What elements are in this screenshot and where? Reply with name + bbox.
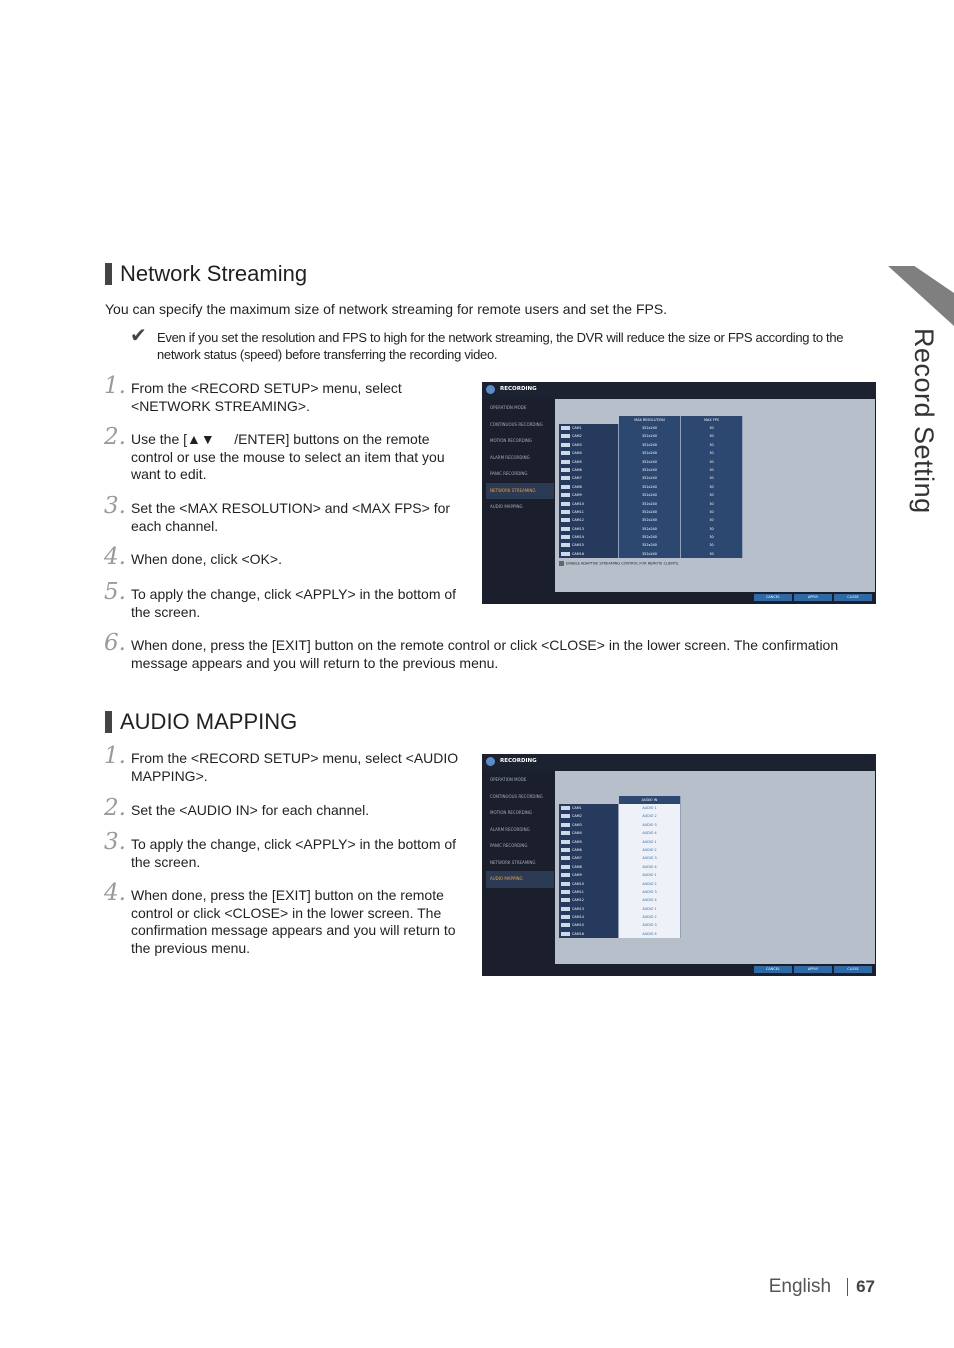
camera-label: CAM10: [559, 880, 619, 888]
dvr-apply-button[interactable]: APPLY: [794, 966, 832, 973]
step-text: To apply the change, click <APPLY> in the bottom of the screen.: [131, 836, 457, 870]
step-2: [104, 795, 471, 821]
chapter-tab: [888, 266, 954, 326]
page-number: 67: [856, 1277, 875, 1296]
table-header: [559, 416, 743, 424]
camera-label: CAM14: [559, 913, 619, 921]
fps-cell[interactable]: 30: [681, 466, 743, 474]
table-header: [559, 796, 681, 804]
audio-select[interactable]: AUDIO 3: [619, 854, 681, 862]
audio-mapping-screenshot: [482, 754, 876, 976]
resolution-cell[interactable]: 352x240: [619, 500, 681, 508]
adaptive-streaming-option[interactable]: [559, 561, 679, 566]
heading-bar: [105, 711, 112, 733]
network-streaming-heading: [105, 261, 307, 287]
dvr-panel: [555, 771, 875, 964]
camera-icon: [561, 923, 570, 927]
camera-label: CAM7: [559, 474, 619, 482]
audio-select[interactable]: AUDIO 2: [619, 812, 681, 820]
page-footer: [769, 1276, 875, 1298]
camera-label: CAM3: [559, 441, 619, 449]
dvr-logo-icon: [486, 757, 495, 766]
camera-icon: [561, 806, 570, 810]
camera-label: CAM11: [559, 508, 619, 516]
camera-icon: [561, 814, 570, 818]
dvr-menu-item[interactable]: NETWORK STREAMING: [490, 859, 536, 865]
camera-label: CAM2: [559, 812, 619, 820]
camera-label: CAM15: [559, 541, 619, 549]
audio-select[interactable]: AUDIO 3: [619, 821, 681, 829]
table-row: [559, 508, 743, 516]
table-row: [559, 466, 743, 474]
table-row: [559, 880, 681, 888]
dvr-menu-item[interactable]: PANIC RECORDING: [490, 471, 528, 476]
dvr-menu: [486, 400, 554, 516]
table-row: [559, 821, 681, 829]
resolution-cell[interactable]: 352x240: [619, 458, 681, 466]
camera-icon: [561, 468, 570, 472]
table-row: [559, 550, 743, 558]
resolution-cell[interactable]: 352x240: [619, 533, 681, 541]
camera-icon: [561, 485, 570, 489]
camera-icon: [561, 552, 570, 556]
camera-label: CAM9: [559, 871, 619, 879]
fps-cell[interactable]: 30: [681, 508, 743, 516]
checkmark-icon: ✔: [130, 325, 147, 347]
fps-cell[interactable]: 30: [681, 550, 743, 558]
step-1: [104, 373, 471, 415]
resolution-cell[interactable]: 352x240: [619, 483, 681, 491]
camera-icon: [561, 434, 570, 438]
step-text: From the <RECORD SETUP> menu, select <NETWORK STREAMING>.: [131, 380, 402, 414]
fps-cell[interactable]: 30: [681, 533, 743, 541]
fps-cell[interactable]: 30: [681, 432, 743, 440]
dvr-close-button[interactable]: CLOSE: [834, 594, 872, 601]
camera-icon: [561, 527, 570, 531]
camera-icon: [561, 535, 570, 539]
resolution-cell[interactable]: 352x240: [619, 474, 681, 482]
adaptive-streaming-label: ENABLE ADAPTIVE STREAMING CONTROL FOR REMOTE CLIENTS.: [566, 561, 680, 566]
audio-select[interactable]: AUDIO 4: [619, 896, 681, 904]
camera-icon: [561, 848, 570, 852]
camera-label: CAM5: [559, 458, 619, 466]
table-row: [559, 863, 681, 871]
dvr-menu-item[interactable]: MOTION RECORDING: [490, 810, 533, 815]
resolution-cell[interactable]: 352x240: [619, 550, 681, 558]
camera-label: CAM16: [559, 930, 619, 938]
fps-cell[interactable]: 30: [681, 541, 743, 549]
camera-label: CAM13: [559, 905, 619, 913]
table-row: [559, 491, 743, 499]
camera-icon: [561, 856, 570, 860]
camera-label: CAM14: [559, 533, 619, 541]
table-row: [559, 516, 743, 524]
table-row: [559, 804, 681, 812]
max-resolution-header: MAX RESOLUTION: [619, 416, 681, 424]
step-5: [104, 579, 476, 621]
resolution-cell[interactable]: 352x240: [619, 508, 681, 516]
footer-divider: [847, 1278, 848, 1296]
audio-in-header: AUDIO IN: [619, 796, 681, 804]
camera-label: CAM3: [559, 821, 619, 829]
step-text: When done, click <OK>.: [131, 551, 282, 567]
camera-icon: [561, 915, 570, 919]
step-number: 4.: [104, 544, 126, 570]
camera-icon: [561, 451, 570, 455]
audio-select[interactable]: AUDIO 1: [619, 905, 681, 913]
camera-label: CAM16: [559, 550, 619, 558]
fps-cell[interactable]: 30: [681, 458, 743, 466]
camera-label: CAM6: [559, 466, 619, 474]
max-fps-header: MAX FPS: [681, 416, 743, 424]
dvr-title: RECORDING: [500, 386, 537, 392]
camera-label: CAM15: [559, 921, 619, 929]
table-row: [559, 533, 743, 541]
camera-icon: [561, 476, 570, 480]
network-streaming-screenshot: [482, 382, 876, 604]
table-header-spacer: [559, 416, 619, 424]
dvr-menu-item[interactable]: OPERATION MODE: [490, 777, 527, 782]
step-number: 1.: [104, 743, 126, 769]
camera-icon: [561, 932, 570, 936]
camera-label: CAM2: [559, 432, 619, 440]
audio-select[interactable]: AUDIO 4: [619, 863, 681, 871]
table-row: [559, 441, 743, 449]
audio-select[interactable]: AUDIO 4: [619, 930, 681, 938]
dvr-menu-item[interactable]: PANIC RECORDING: [490, 843, 528, 848]
camera-label: CAM12: [559, 516, 619, 524]
step-text: Set the <MAX RESOLUTION> and <MAX FPS> for each channel.: [131, 500, 451, 534]
table-row: [559, 921, 681, 929]
camera-icon: [561, 840, 570, 844]
camera-label: CAM7: [559, 854, 619, 862]
resolution-cell[interactable]: 352x240: [619, 541, 681, 549]
step-number: 6.: [104, 630, 126, 656]
fps-cell[interactable]: 30: [681, 424, 743, 432]
camera-icon: [561, 907, 570, 911]
camera-icon: [561, 873, 570, 877]
footer-language: English: [768, 1276, 832, 1297]
table-row: [559, 458, 743, 466]
fps-cell[interactable]: 30: [681, 516, 743, 524]
audio-table: [559, 796, 681, 938]
resolution-cell[interactable]: 352x240: [619, 466, 681, 474]
camera-icon: [561, 518, 570, 522]
step-text: Set the <AUDIO IN> for each channel.: [131, 802, 370, 818]
dvr-menu-item[interactable]: OPERATION MODE: [490, 405, 527, 410]
table-row: [559, 930, 681, 938]
fps-cell[interactable]: 30: [681, 491, 743, 499]
camera-icon: [561, 543, 570, 547]
chapter-title: Record Setting: [909, 328, 939, 514]
fps-cell[interactable]: 30: [681, 441, 743, 449]
step-number: 3.: [104, 829, 126, 855]
dvr-cancel-button[interactable]: CANCEL: [754, 594, 792, 601]
camera-icon: [561, 510, 570, 514]
step-text: When done, press the [EXIT] button on the remote control or click <CLOSE> in the lower screen. The confirmation message appears and you will return to the previous menu.: [131, 887, 456, 956]
table-row: [559, 829, 681, 837]
dvr-menu-item[interactable]: ALARM RECORDING: [490, 826, 530, 832]
step-text: Use the [▲▼ /ENTER] buttons on the remote control or use the mouse to select an item that you want to edit.: [131, 431, 445, 482]
table-row: [559, 846, 681, 854]
dvr-title: RECORDING: [500, 758, 537, 764]
dvr-menu-item[interactable]: AUDIO MAPPING: [486, 871, 554, 888]
step-number: 4.: [104, 880, 126, 906]
audio-mapping-heading: [105, 709, 297, 735]
step-6: [104, 630, 871, 672]
camera-icon: [561, 493, 570, 497]
camera-icon: [561, 831, 570, 835]
table-row: [559, 854, 681, 862]
audio-select[interactable]: AUDIO 1: [619, 804, 681, 812]
table-row: [559, 541, 743, 549]
camera-label: CAM13: [559, 525, 619, 533]
camera-icon: [561, 890, 570, 894]
table-row: [559, 424, 743, 432]
audio-select[interactable]: AUDIO 2: [619, 880, 681, 888]
table-header-spacer: [559, 796, 619, 804]
network-intro: You can specify the maximum size of network streaming for remote users and set the FPS.: [105, 301, 668, 317]
adaptive-streaming-checkbox[interactable]: [559, 561, 564, 566]
dvr-menu-item[interactable]: ALARM RECORDING: [490, 454, 530, 460]
step-2: [104, 424, 471, 484]
audio-mapping-title: AUDIO MAPPING: [120, 709, 298, 734]
resolution-cell[interactable]: 352x240: [619, 449, 681, 457]
camera-label: CAM1: [559, 804, 619, 812]
camera-label: CAM6: [559, 846, 619, 854]
table-row: [559, 483, 743, 491]
camera-icon: [561, 443, 570, 447]
table-row: [559, 905, 681, 913]
network-streaming-title: Network Streaming: [120, 261, 308, 286]
camera-label: CAM1: [559, 424, 619, 432]
audio-select[interactable]: AUDIO 1: [619, 871, 681, 879]
step-4: [104, 544, 471, 570]
audio-select[interactable]: AUDIO 2: [619, 846, 681, 854]
dvr-menu-item[interactable]: CONTINUOUS RECORDING: [490, 793, 543, 799]
camera-label: CAM9: [559, 491, 619, 499]
resolution-cell[interactable]: 352x240: [619, 424, 681, 432]
audio-select[interactable]: AUDIO 3: [619, 921, 681, 929]
step-text: To apply the change, click <APPLY> in the bottom of the screen.: [131, 586, 457, 620]
dvr-logo-icon: [486, 385, 495, 394]
audio-select[interactable]: AUDIO 4: [619, 829, 681, 837]
dvr-menu-item[interactable]: CONTINUOUS RECORDING: [490, 421, 543, 427]
dvr-panel: [555, 399, 875, 592]
fps-cell[interactable]: 30: [681, 474, 743, 482]
dvr-header: [482, 754, 876, 771]
table-row: [559, 896, 681, 904]
fps-cell[interactable]: 30: [681, 525, 743, 533]
step-number: 1.: [104, 373, 126, 399]
table-row: [559, 500, 743, 508]
step-1: [104, 743, 471, 785]
camera-icon: [561, 898, 570, 902]
step-text: From the <RECORD SETUP> menu, select <AUDIO MAPPING>.: [131, 750, 459, 784]
table-row: [559, 474, 743, 482]
dvr-menu-item[interactable]: MOTION RECORDING: [490, 438, 533, 443]
table-row: [559, 838, 681, 846]
network-note: [130, 325, 880, 363]
step-number: 2.: [104, 424, 126, 450]
step-number: 5.: [104, 579, 126, 605]
table-row: [559, 449, 743, 457]
audio-select[interactable]: AUDIO 2: [619, 913, 681, 921]
step-number: 3.: [104, 493, 126, 519]
step-3: [104, 493, 476, 535]
camera-icon: [561, 426, 570, 430]
resolution-cell[interactable]: 352x240: [619, 491, 681, 499]
resolution-cell[interactable]: 352x240: [619, 432, 681, 440]
camera-label: CAM4: [559, 829, 619, 837]
resolution-cell[interactable]: 352x240: [619, 441, 681, 449]
camera-icon: [561, 865, 570, 869]
camera-label: CAM10: [559, 500, 619, 508]
table-row: [559, 888, 681, 896]
camera-icon: [561, 502, 570, 506]
streaming-table: [559, 416, 743, 558]
camera-icon: [561, 882, 570, 886]
table-row: [559, 913, 681, 921]
dvr-header: [482, 382, 876, 399]
camera-label: CAM8: [559, 483, 619, 491]
step-text: When done, press the [EXIT] button on the remote control or click <CLOSE> in the lower screen. The confirmation message appears and you will return to the previous menu.: [131, 637, 839, 671]
note-text: Even if you set the resolution and FPS to high for the network streaming, the DVR will reduce the size or FPS according to the network status (speed) before transferring the recording video.: [157, 330, 844, 362]
camera-label: CAM8: [559, 863, 619, 871]
dvr-close-button[interactable]: CLOSE: [834, 966, 872, 973]
camera-label: CAM5: [559, 838, 619, 846]
step-4: [104, 880, 471, 957]
fps-cell[interactable]: 30: [681, 483, 743, 491]
fps-cell[interactable]: 30: [681, 449, 743, 457]
fps-cell[interactable]: 30: [681, 500, 743, 508]
heading-bar: [105, 263, 112, 285]
camera-label: CAM11: [559, 888, 619, 896]
audio-select[interactable]: AUDIO 3: [619, 888, 681, 896]
dvr-cancel-button[interactable]: CANCEL: [754, 966, 792, 973]
camera-label: CAM4: [559, 449, 619, 457]
dvr-menu: [486, 772, 554, 888]
dvr-apply-button[interactable]: APPLY: [794, 594, 832, 601]
resolution-cell[interactable]: 352x240: [619, 516, 681, 524]
table-row: [559, 525, 743, 533]
camera-icon: [561, 823, 570, 827]
step-number: 2.: [104, 795, 126, 821]
step-3: [104, 829, 471, 871]
audio-select[interactable]: AUDIO 1: [619, 838, 681, 846]
table-row: [559, 871, 681, 879]
camera-label: CAM12: [559, 896, 619, 904]
dvr-menu-item[interactable]: NETWORK STREAMING: [486, 483, 554, 500]
camera-icon: [561, 460, 570, 464]
resolution-cell[interactable]: 352x240: [619, 525, 681, 533]
dvr-menu-item[interactable]: AUDIO MAPPING: [490, 504, 523, 509]
table-row: [559, 812, 681, 820]
table-row: [559, 432, 743, 440]
